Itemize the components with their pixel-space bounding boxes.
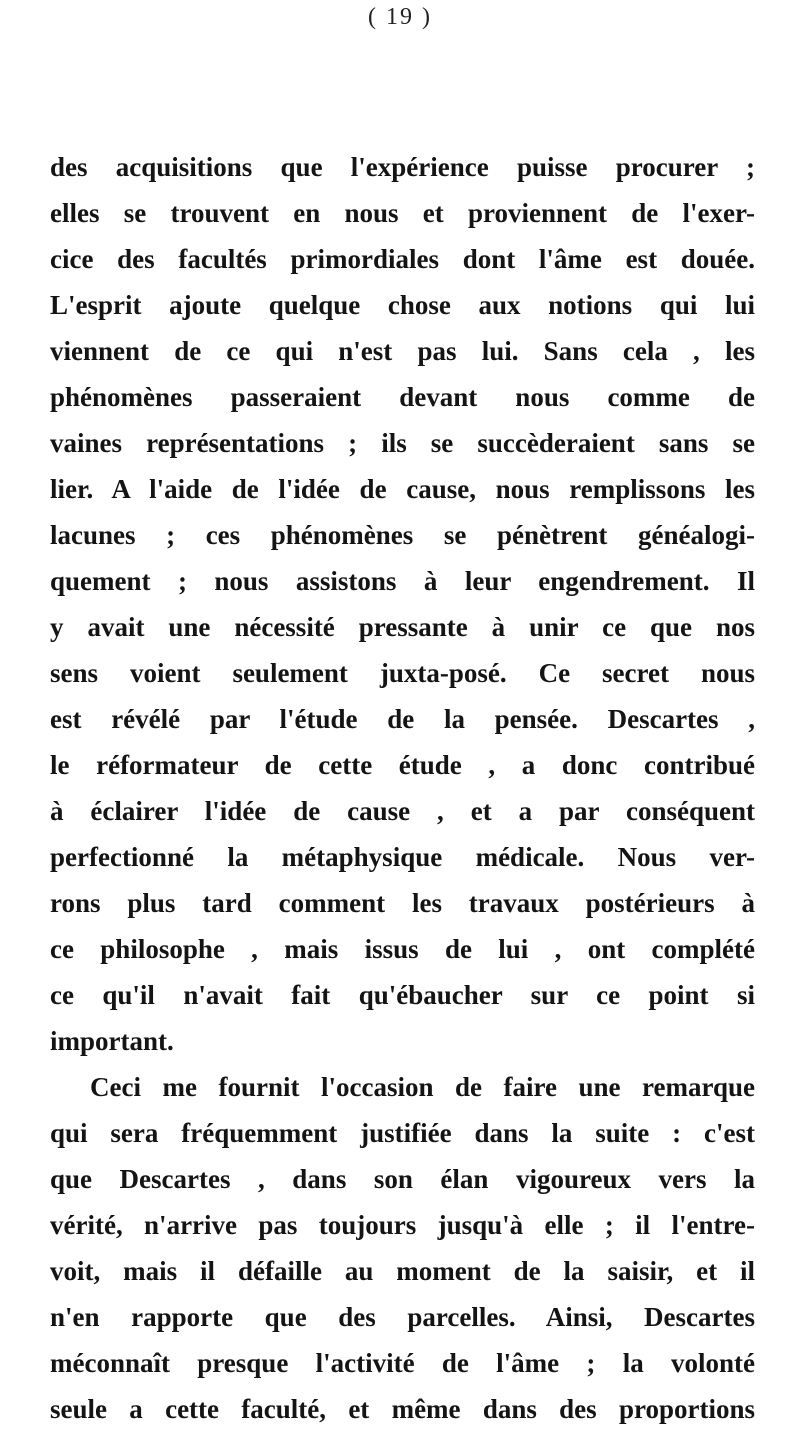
text-line: elles se trouvent en nous et proviennent de l'exer-	[50, 198, 755, 228]
text-line: méconnaît presque l'activité de l'âme ; la volonté	[50, 1348, 755, 1378]
text-line: rons plus tard comment les travaux postérieurs à	[50, 888, 755, 918]
body-text	[50, 144, 755, 1432]
text-line: seule a cette faculté, et même dans des proportions	[50, 1394, 755, 1424]
text-line: cice des facultés primordiales dont l'âme est douée.	[50, 244, 755, 274]
text-line: sens voient seulement juxta-posé. Ce secret nous	[50, 658, 755, 688]
text-line: vérité, n'arrive pas toujours jusqu'à elle ; il l'entre-	[50, 1210, 755, 1240]
text-line: quement ; nous assistons à leur engendrement. Il	[50, 566, 755, 596]
text-line: ce qu'il n'avait fait qu'ébaucher sur ce point si	[50, 980, 755, 1010]
text-line: lier. A l'aide de l'idée de cause, nous remplissons les	[50, 474, 755, 504]
text-line: perfectionné la métaphysique médicale. Nous ver-	[50, 842, 755, 872]
text-line: lacunes ; ces phénomènes se pénètrent généalogi-	[50, 520, 755, 550]
text-line: le réformateur de cette étude , a donc contribué	[50, 750, 755, 780]
text-line: voit, mais il défaille au moment de la saisir, et il	[50, 1256, 755, 1286]
text-line: à éclairer l'idée de cause , et a par conséquent	[50, 796, 755, 826]
paragraph-end-line: important.	[50, 1026, 174, 1056]
text-line: ce philosophe , mais issus de lui , ont complété	[50, 934, 755, 964]
text-line: phénomènes passeraient devant nous comme de	[50, 382, 755, 412]
text-line: L'esprit ajoute quelque chose aux notions qui lui	[50, 290, 755, 320]
page-number: ( 19 )	[368, 4, 432, 30]
paragraph-start-line: Ceci me fournit l'occasion de faire une remarque	[90, 1072, 755, 1102]
text-line: est révélé par l'étude de la pensée. Descartes ,	[50, 704, 755, 734]
text-line: n'en rapporte que des parcelles. Ainsi, Descartes	[50, 1302, 755, 1332]
text-line: des acquisitions que l'expérience puisse procurer ;	[50, 152, 755, 182]
text-line: viennent de ce qui n'est pas lui. Sans cela , les	[50, 336, 755, 366]
text-line: que Descartes , dans son élan vigoureux vers la	[50, 1164, 755, 1194]
text-line: vaines représentations ; ils se succèderaient sans se	[50, 428, 755, 458]
text-line: y avait une nécessité pressante à unir ce que nos	[50, 612, 755, 642]
text-line: qui sera fréquemment justifiée dans la suite : c'est	[50, 1118, 755, 1148]
